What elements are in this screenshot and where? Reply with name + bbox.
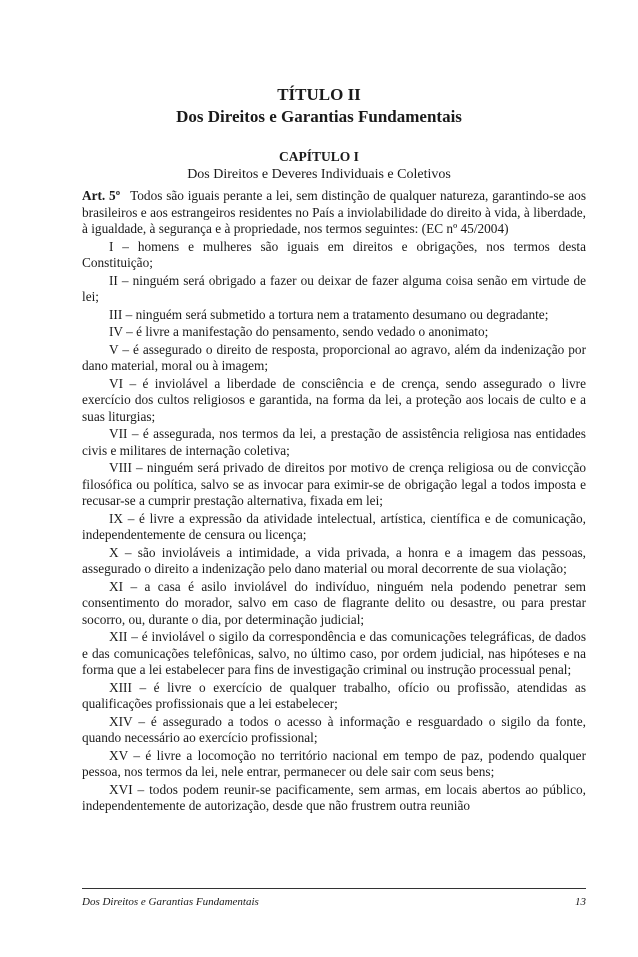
article-item: XIII – é livre o exercício de qualquer trabalho, ofício ou profissão, atendidas as qualificações profissionais que a lei estabelecer; (82, 679, 586, 711)
footer-running-title: Dos Direitos e Garantias Fundamentais (82, 896, 259, 908)
article-item: XIV – é assegurado a todos o acesso à informação e resguardado o sigilo da fonte, quando necessário ao exercício profissional; (82, 713, 586, 745)
subtitle-heading: Dos Direitos e Garantias Fundamentais (176, 107, 462, 126)
page-number: 13 (575, 896, 586, 908)
article-item: V – é assegurado o direito de resposta, proporcional ao agravo, além da indenização por dano material, moral ou à imagem; (82, 341, 586, 373)
article-item: XI – a casa é asilo inviolável do indivíduo, ninguém nela podendo penetrar sem consentimento do morador, salvo em caso de flagrante delito ou desastre, ou para prestar socorro, ou, durante o dia, por determinação judicial; (82, 578, 586, 627)
article-caput-text: Todos são iguais perante a lei, sem distinção de qualquer natureza, garantindo-se aos brasileiros e aos estrangeiros residentes no País a inviolabilidade do direito à vida, à liberdade, à igualdade, à segurança e à propriedade, nos termos seguintes: (EC nº 45/2004) (82, 188, 586, 236)
article-item: XV – é livre a locomoção no território nacional em tempo de paz, podendo qualquer pessoa, nos termos da lei, nele entrar, permanecer ou dele sair com seus bens; (82, 747, 586, 779)
article-item: II – ninguém será obrigado a fazer ou deixar de fazer alguma coisa senão em virtude de lei; (82, 272, 586, 304)
article-item: IV – é livre a manifestação do pensamento, sendo vedado o anonimato; (109, 324, 489, 339)
article-item: III – ninguém será submetido a tortura nem a tratamento desumano ou degradante; (109, 306, 549, 322)
article-body (82, 188, 586, 816)
chapter-heading: CAPÍTULO I (279, 149, 359, 164)
article-caput (82, 188, 586, 238)
article-item: VII – é assegurada, nos termos da lei, a prestação de assistência religiosa nas entidades civis e militares de internação coletiva; (82, 426, 586, 458)
title-heading: TÍTULO II (277, 85, 361, 104)
article-item: I – homens e mulheres são iguais em direitos e obrigações, nos termos desta Constituição; (82, 238, 586, 270)
chapter-subtitle: Dos Direitos e Deveres Individuais e Coletivos (187, 167, 451, 182)
footer-divider (82, 888, 586, 889)
article-item: XVI – todos podem reunir-se pacificamente, sem armas, em locais abertos ao público, independentemente de autorização, desde que não frustrem outra reunião (82, 781, 586, 813)
article-item: IX – é livre a expressão da atividade intelectual, artística, científica e de comunicação, independentemente de censura ou licença; (82, 510, 586, 542)
article-label: Art. 5º (82, 188, 121, 203)
article-item: XII – é inviolável o sigilo da correspondência e das comunicações telegráficas, de dados e das comunicações telefônicas, salvo, no último caso, por ordem judicial, nas hipóteses e na forma que a lei estabelecer para fins de investigação criminal ou instrução processual penal; (82, 629, 586, 677)
article-item: X – são invioláveis a intimidade, a vida privada, a honra e a imagem das pessoas, assegurado o direito a indenização pelo dano material ou moral decorrente de sua violação; (82, 544, 586, 576)
article-item: VIII – ninguém será privado de direitos por motivo de crença religiosa ou de convicção filosófica ou política, salvo se as invocar para eximir-se de obrigação legal a todos imposta e recusar-se a cumprir prestação alternativa, fixada em lei; (82, 460, 586, 508)
article-item: VI – é inviolável a liberdade de consciência e de crença, sendo assegurado o livre exercício dos cultos religiosos e garantida, na forma da lei, a proteção aos locais de culto e a suas liturgias; (82, 375, 586, 424)
